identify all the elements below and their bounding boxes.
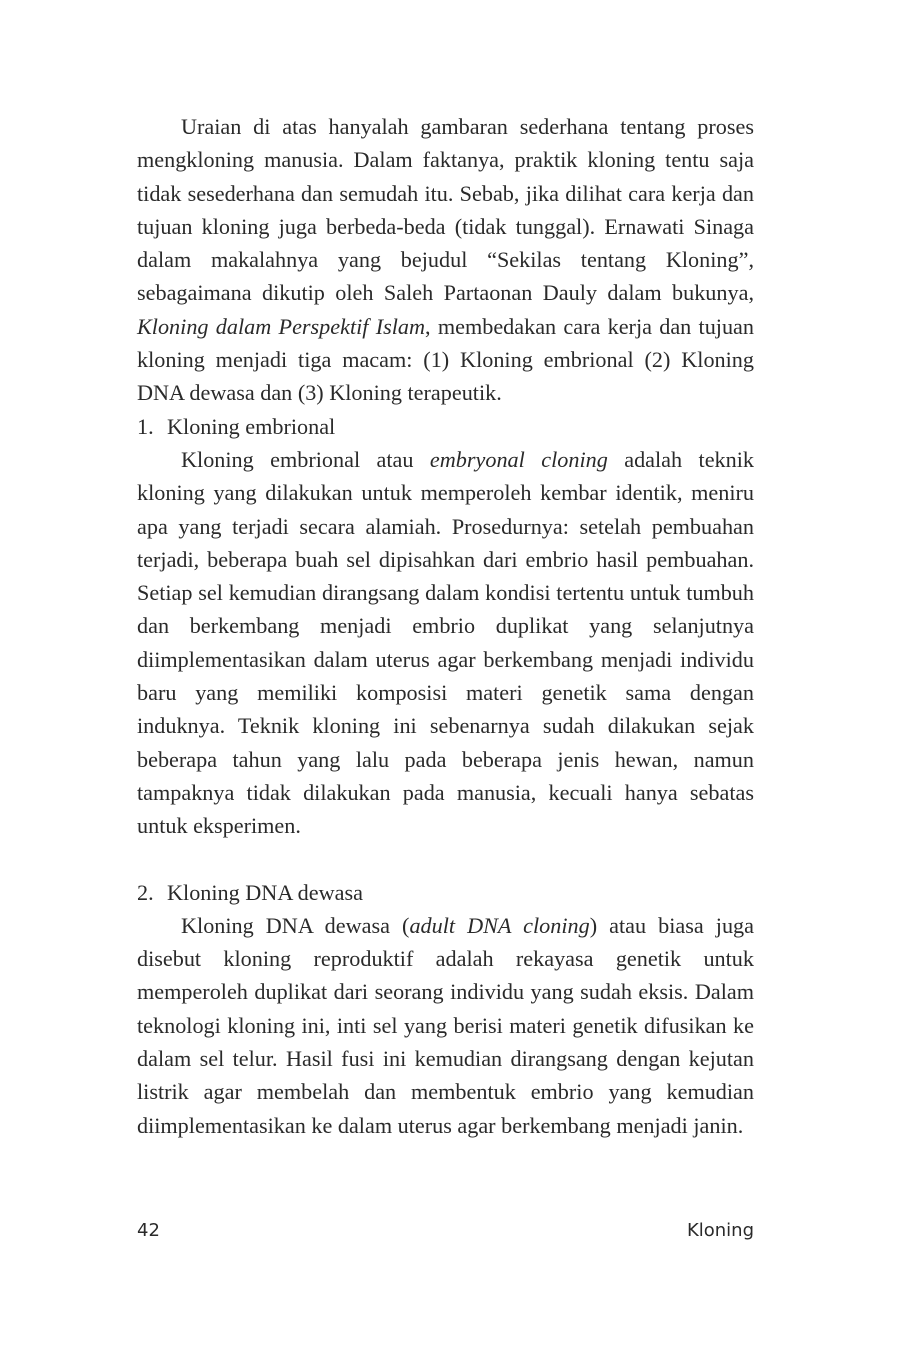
section-number-2: 2. bbox=[137, 879, 154, 905]
section2-text-before: Kloning DNA dewasa ( bbox=[181, 912, 410, 938]
section-number-1: 1. bbox=[137, 413, 154, 439]
section1-text-after: adalah teknik kloning yang dilakukan untuk memperoleh kembar identik, meniru apa yang terjadi secara alamiah. Prosedurnya: setelah pembuahan terjadi, beberapa buah sel dipisahkan dari embrio hasil pembuahan. Setiap sel kemudian dirangsang dalam kondisi tertentu untuk tumbuh dan berkembang menjadi embrio duplikat yang selanjutnya diimplementasikan dalam uterus agar berkembang menjadi individu baru yang memiliki komposisi materi genetik sama dengan induknya. Teknik kloning ini sebenarnya sudah dilakukan sejak beberapa tahun yang lalu pada beberapa jenis hewan, namun tampaknya tidak dilakukan pada manusia, kecuali hanya sebatas untuk eksperimen. bbox=[137, 446, 754, 839]
intro-text-before: Uraian di atas hanyalah gambaran sederhana tentang proses mengkloning manusia. Dalam faktanya, praktik kloning tentu saja tidak sesederhana dan semudah itu. Sebab, jika dilihat cara kerja dan tujuan kloning juga berbeda-beda (tidak tunggal). Ernawati Sinaga dalam makalahnya yang bejudul “Sekilas tentang Kloning”, sebagaimana dikutip oleh Saleh Partaonan Dauly dalam bukunya, bbox=[137, 114, 754, 306]
intro-text-after: , membedakan cara kerja dan tujuan kloning menjadi tiga macam: (1) Kloning embrional (2) Kloning DNA dewasa dan (3) Kloning terapeutik. bbox=[137, 313, 754, 406]
book-title: Kloning dalam Perspektif Islam bbox=[137, 313, 426, 339]
section-spacer bbox=[137, 843, 754, 876]
section-heading-1 bbox=[137, 410, 754, 443]
section-title-2: Kloning DNA dewasa bbox=[167, 879, 363, 905]
section-paragraph-2 bbox=[137, 909, 754, 1142]
intro-paragraph bbox=[137, 110, 754, 410]
section2-term: adult DNA cloning bbox=[409, 912, 590, 938]
section1-text-before: Kloning embrional atau bbox=[181, 446, 430, 472]
page-body bbox=[137, 110, 754, 1142]
section1-term: embryonal cloning bbox=[429, 446, 608, 472]
section-title-1: Kloning embrional bbox=[167, 413, 336, 439]
section-heading-2 bbox=[137, 876, 754, 909]
running-title: Kloning bbox=[686, 1220, 754, 1241]
page-number: 42 bbox=[137, 1220, 160, 1241]
section2-text-after: ) atau biasa juga disebut kloning reproduktif adalah rekayasa genetik untuk memperoleh duplikat dari seorang individu yang sudah eksis. Dalam teknologi kloning ini, inti sel yang berisi materi genetik difusikan ke dalam sel telur. Hasil fusi ini kemudian dirangsang dengan kejutan listrik agar membelah dan membentuk embrio yang kemudian diimplementasikan ke dalam uterus agar berkembang menjadi janin. bbox=[137, 912, 754, 1138]
section-paragraph-1 bbox=[137, 443, 754, 843]
